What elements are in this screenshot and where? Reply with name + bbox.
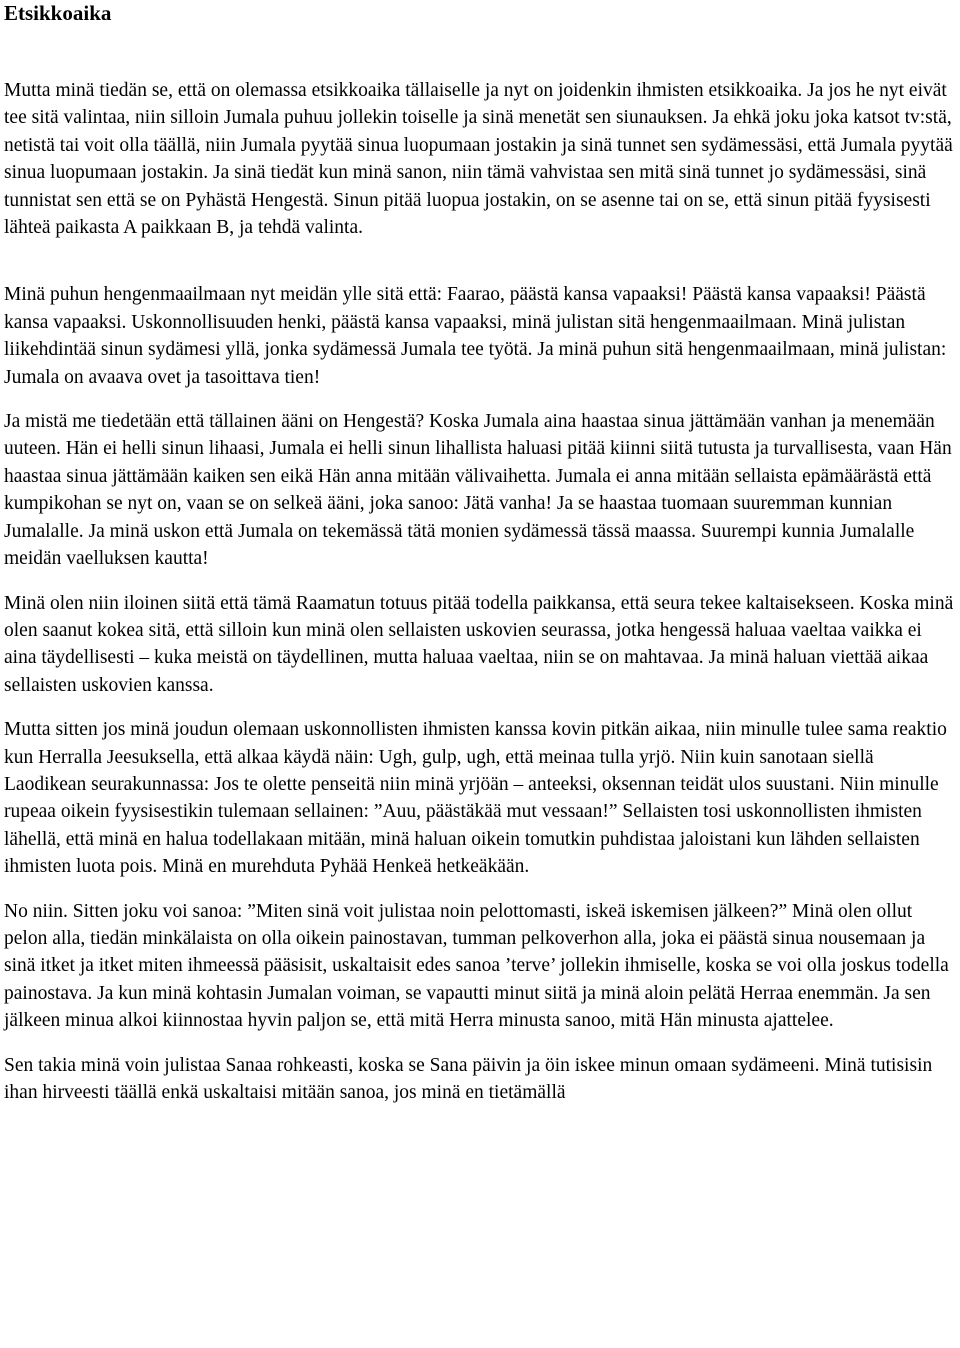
paragraph-4: Minä olen niin iloinen siitä että tämä Raamatun totuus pitää todella paikkansa, että seura tekee kaltaisekseen. Koska minä olen saanut kokea sitä, että silloin kun minä olen sellaisten uskovien seurassa, jotka hengessä haluaa vaeltaa vaikka ei aina täydellisesti – kuka meistä on täydellinen, mutta haluaa vaeltaa, niin se on mahtavaa. Ja minä haluan viettää aikaa sellaisten uskovien kanssa. <box>4 592 954 696</box>
paragraph-5: Mutta sitten jos minä joudun olemaan uskonnollisten ihmisten kanssa kovin pitkän aikaa, niin minulle tulee sama reaktio kun Herralla Jeesuksella, että alkaa käydä näin: Ugh, gulp, ugh, että meinaa tulla yrjö. Niin kuin sanotaan siellä Laodikean seurakunnassa: Jos te olette penseitä niin minä yrjöän – anteeksi, oksennan teidät ulos suustani. Niin minulle rupeaa oikein fyysisestikin tulemaan sellainen: ”Auu, päästäkää mut vessaan!” Sellaisten tosi uskonnollisten ihmisten lähellä, että minä en halua todellakaan mitään, minä haluan oikein tomutkin puhdistaa jaloistani kun lähden sellaisten ihmisten luota pois. Minä en murehduta Pyhää Henkeä hetkeäkään. <box>4 719 947 878</box>
paragraph-7: Sen takia minä voin julistaa Sanaa rohkeasti, koska se Sana päivin ja öin iskee minun omaan sydämeeni. Minä tutisisin ihan hirveesti täällä enkä uskaltaisi mitään sanoa, jos minä en tietämällä <box>4 1054 933 1103</box>
paragraph-3: Ja mistä me tiedetään että tällainen ääni on Hengestä? Koska Jumala aina haastaa sinua jättämään vanhan ja menemään uuteen. Hän ei helli sinun lihaasi, Jumala ei helli sinun lihallista haluasi pitää kiinni siitä tutusta ja turvallisesta, vaan Hän haastaa sinua jättämään kaiken sen eikä Hän anna mitään välivaihetta. Jumala ei anna mitään sellaista epämäärästä että kumpikohan se nyt on, vaan se on selkeä ääni, joka sanoo: Jätä vanha! Ja se haastaa tuomaan suuremman kunnian Jumalalle. Ja minä uskon että Jumala on tekemässä tätä monien sydämessä tässä maassa. Suurempi kunnia Jumalalle meidän vaelluksen kautta! <box>4 411 952 570</box>
page-title: Etsikkoaika <box>4 1 112 25</box>
paragraph-6: No niin. Sitten joku voi sanoa: ”Miten sinä voit julistaa noin pelottomasti, iskeä iskemisen jälkeen?” Minä olen ollut pelon alla, tiedän minkälaista on olla oikein painostavan, tumman pelkoverhon alla, joka ei päästä sinua nousemaan ja sinä itket ja itket miten ihmeessä pääsisit, uskaltaisit edes sanoa ’terve’ jollekin ihmiselle, koska se voi olla joskus todella painostava. Ja kun minä kohtasin Jumalan voiman, se vapautti minut siitä ja minä aloin pelätä Herraa enemmän. Ja sen jälkeen minua alkoi kiinnostaa hyvin paljon se, että mitä Herra minusta sanoo, mitä Hän minusta ajattelee. <box>4 900 949 1032</box>
document-page <box>4 0 956 1106</box>
paragraph-2: Minä puhun hengenmaailmaan nyt meidän ylle sitä että: Faarao, päästä kansa vapaaksi! Päästä kansa vapaaksi! Päästä kansa vapaaksi. Uskonnollisuuden henki, päästä kansa vapaaksi, minä julistan sitä hengenmaailmaan. Minä julistan liikehdintää sinun sydämesi yllä, jonka sydämessä Jumala tee työtä. Ja minä puhun sitä hengenmaailmaan, minä julistan: Jumala on avaava ovet ja tasoittava tien! <box>4 284 947 388</box>
paragraph-1: Mutta minä tiedän se, että on olemassa etsikkoaika tällaiselle ja nyt on joidenkin ihmisten etsikkoaika. Ja jos he nyt eivät tee sitä valintaa, niin silloin Jumala puhuu jollekin toiselle ja sinä menetät sen siunauksen. Ja ehkä joku joka katsot tv:stä, netistä tai voit olla täällä, niin Jumala pyytää sinua luopumaan jostakin ja sinä tunnet sen sydämessäsi, että Jumala pyytää sinua luopumaan jostakin. Ja sinä tiedät kun minä sanon, niin tämä vahvistaa sen mitä sinä tunnet jo sydämessäsi, sinä tunnistat sen että se on Pyhästä Hengestä. Sinun pitää luopua jostakin, on se asenne tai on se, että sinun pitää fyysisesti lähteä paikasta A paikkaan B, ja tehdä valinta. <box>4 80 953 239</box>
